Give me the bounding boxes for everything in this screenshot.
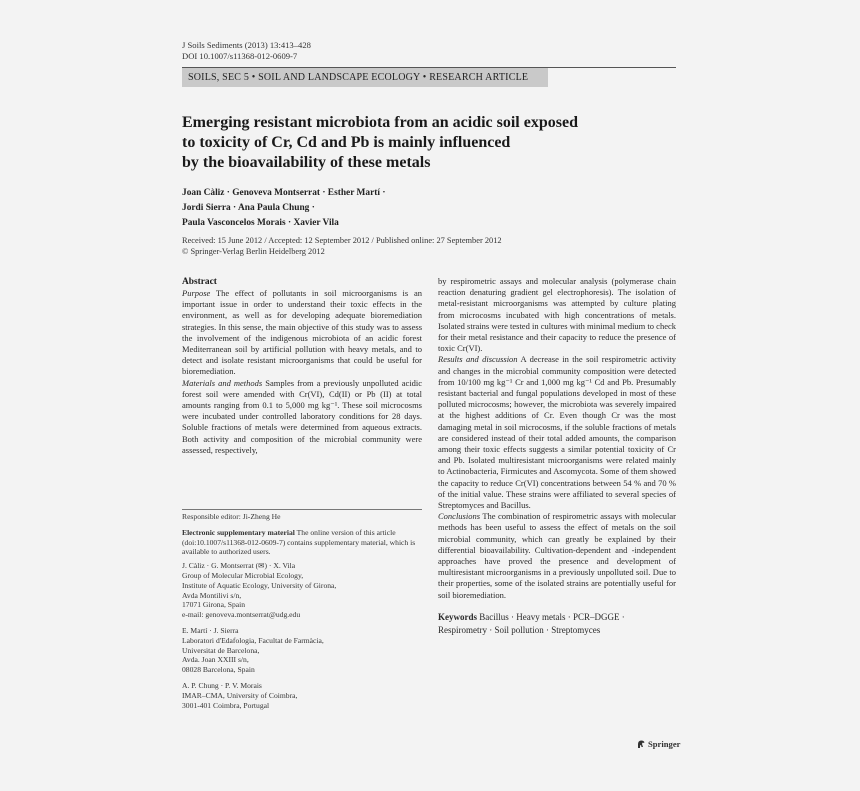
title-line: to toxicity of Cr, Cd and Pb is mainly influenced: [182, 134, 511, 151]
keywords-line-1: Bacillus · Heavy metals · PCR–DGGE ·: [479, 611, 625, 622]
responsible-editor: Responsible editor: Ji-Zheng He: [182, 512, 281, 521]
affiliation-line: J. Càliz · G. Montserrat (✉) · X. Vila: [182, 561, 296, 571]
dates-line: Received: 15 June 2012 / Accepted: 12 September 2012 / Published online: 27 September 2012: [182, 236, 502, 245]
purpose-text: The effect of pollutants in soil microorganisms is an important issue in order to understand their toxic effects in the environment, as well as for developing adequate bioremediation strategies. In this sense, the main objective of this study was to assess the involvement of the indigenous microbiota of an acidic forest Mediterranean soil by artificial pollution with heavy metals, and to detect and isolate resistant microorganisms that could be useful for bioremediation.: [182, 288, 422, 377]
copyright-line: © Springer-Verlag Berlin Heidelberg 2012: [182, 247, 325, 256]
purpose-label: Purpose: [182, 288, 211, 298]
affiliation-line: IMAR–CMA, University of Coimbra,: [182, 690, 298, 700]
email-link[interactable]: e-mail: genoveva.montserrat@udg.edu: [182, 610, 301, 620]
footnote-rule: [182, 509, 422, 510]
abstract-methods: [182, 378, 422, 456]
affiliation-line: Laboratori d'Edafologia, Facultat de Farmàcia,: [182, 635, 324, 645]
affiliation-line: Avda. Joan XXIII s/n,: [182, 655, 249, 665]
affiliation-line: Universitat de Barcelona,: [182, 645, 260, 655]
methods-label: Materials and methods: [182, 377, 263, 388]
keywords-line-2: Respirometry · Soil pollution · Streptomyces: [438, 624, 601, 635]
publication-dates: [182, 235, 502, 257]
abstract-conclusions: [438, 511, 676, 601]
footnotes: [182, 512, 422, 710]
results-label: Results and discussion: [438, 354, 518, 365]
affiliation-3: [182, 681, 422, 710]
right-column: [438, 276, 676, 637]
affiliation-line: Group of Molecular Microbial Ecology,: [182, 570, 304, 580]
section-banner: SOILS, SEC 5 • SOIL AND LANDSCAPE ECOLOGY • RESEARCH ARTICLE: [182, 68, 548, 87]
abstract-results: [438, 354, 676, 511]
affiliation-2: [182, 626, 422, 675]
keywords-label: Keywords: [438, 611, 477, 622]
results-text: A decrease in the soil respirometric activity and changes in the microbial community composition were detected from 10/100 mg kg⁻¹ Cr and 1,000 mg kg⁻¹ Cd and Pb. Presumably resistant bacterial and fungal populations developed in most of these polluted microcosms; however, the microbiota was severely impaired at the highest additions of Cr. Even though Cr was the most damaging metal in soil microcosms, if the soluble fractions of metals are considered instead of their total added amounts, the comparison among their toxic effects suggests a similar potential toxicity of Cr and Pb. Isolated multiresistant microorganisms were related mainly to Actinobacteria, Firmicutes and Ascomycota. Some of them showed the capacity to reduce Cr(VI) concentrations between 54 % and 70 % of the initial value. These strains were affiliated to several species of Streptomyces and Bacillus.: [438, 354, 676, 511]
abstract-heading: Abstract: [182, 277, 217, 287]
publisher-logo: [636, 739, 680, 749]
affiliation-line: 17071 Girona, Spain: [182, 600, 246, 610]
affiliation-line: 08028 Barcelona, Spain: [182, 665, 255, 675]
affiliation-line: A. P. Chung · P. V. Morais: [182, 680, 262, 690]
author-list: [182, 186, 602, 231]
esm-label: Electronic supplementary material: [182, 527, 295, 537]
affiliation-line: E. Martí · J. Sierra: [182, 625, 239, 635]
affiliation-line: 3001-401 Coimbra, Portugal: [182, 700, 270, 710]
journal-citation: J Soils Sediments (2013) 13:413–428: [182, 40, 311, 50]
affiliation-line: Avda Montilivi s/n,: [182, 590, 242, 600]
publisher-name: Springer: [648, 739, 681, 749]
methods-continued: by respirometric assays and molecular analysis (polymerase chain reaction denaturing gradient gel electrophoresis). The isolation of metal-resistant microorganisms was attempted by culture plating from microcosms incubated with high concentrations of metals. Isolated strains were tested in cultures with minimal medium to check for their metal resistance and their capacity to reduce the presence of toxic Cr(VI).: [438, 276, 676, 354]
esm-note: [182, 528, 422, 557]
esm-text: The online version of this article (doi:10.1007/s11368-012-0609-7) contains supplementary material, which is available to authorized users.: [182, 527, 416, 557]
title-line: Emerging resistant microbiota from an acidic soil exposed: [182, 114, 578, 131]
article-title: [182, 113, 642, 173]
conclusions-label: Conclusions: [438, 511, 481, 522]
title-line: by the bioavailability of these metals: [182, 154, 431, 171]
affiliation-1: [182, 561, 422, 620]
doi-line: DOI 10.1007/s11368-012-0609-7: [182, 51, 298, 61]
author-line: Jordi Sierra · Ana Paula Chung ·: [182, 203, 315, 213]
springer-horse-icon: [636, 739, 646, 749]
conclusions-text: The combination of respirometric assays with molecular methods has been useful to assess the effect of metals on the soil microbial community, which can greatly be explained by their differential bioavailability. Cultivation-dependent and -independent approaches have proved the presence and development of multiresistant microorganisms in a previously unpolluted soil. Due to their properties, some of the isolated strains are potentially useful for soil bioremediation.: [438, 511, 676, 600]
affiliation-line: Institute of Aquatic Ecology, University of Girona,: [182, 580, 337, 590]
abstract-purpose: [182, 288, 422, 378]
author-line: Joan Càliz · Genoveva Montserrat · Esther Martí ·: [182, 188, 386, 198]
left-column: [182, 276, 422, 456]
methods-text: Samples from a previously unpolluted acidic forest soil were amended with Cr(VI), Cd(II) or Pb (II) at total amounts ranging from 0.1 to 5,000 mg kg⁻¹. These soil microcosms were incubated under controlled laboratory conditions for 28 days. Soluble fractions of metals were determined from aqueous extracts. Both activity and composition of the microbial community were assessed, respectively,: [182, 377, 423, 455]
keywords: [438, 611, 676, 637]
author-line: Paula Vasconcelos Morais · Xavier Vila: [182, 218, 339, 228]
